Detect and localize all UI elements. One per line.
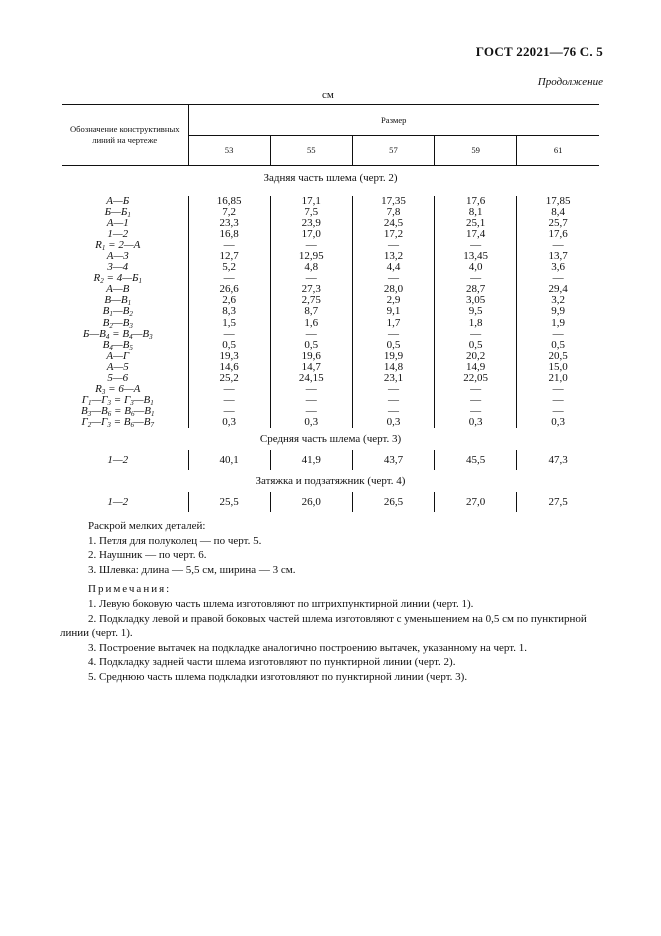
size-value: 1,5 bbox=[188, 318, 270, 329]
size-header: 55 bbox=[270, 136, 352, 166]
cutting-title: Раскрой мелких деталей: bbox=[88, 520, 206, 532]
size-value: — bbox=[270, 240, 352, 251]
cutting-item: 2. Наушник — по черт. 6. bbox=[88, 549, 207, 562]
size-value: — bbox=[435, 395, 517, 406]
size-value: 17,2 bbox=[352, 229, 434, 240]
size-value: 3,6 bbox=[517, 262, 599, 273]
size-value: 14,9 bbox=[435, 362, 517, 373]
size-value: 41,9 bbox=[270, 450, 352, 470]
size-value: 45,5 bbox=[435, 450, 517, 470]
size-value: 17,0 bbox=[270, 229, 352, 240]
size-value: 27,5 bbox=[517, 492, 599, 512]
table-row bbox=[62, 340, 599, 351]
line-designation: А—Г bbox=[106, 349, 130, 362]
line-designation: $Г_1—Г_3$ = $Г_3—В_1$ bbox=[81, 393, 154, 407]
line-designation: $В_1—В_2$ bbox=[102, 305, 133, 319]
size-value: — bbox=[517, 384, 599, 395]
size-value: — bbox=[352, 406, 434, 417]
notes-section bbox=[60, 519, 608, 685]
size-value: 16,85 bbox=[188, 196, 270, 207]
size-value: — bbox=[352, 240, 434, 251]
size-value: 1,9 bbox=[517, 318, 599, 329]
column-header-size: Размер bbox=[188, 105, 599, 136]
size-value: 23,1 bbox=[352, 373, 434, 384]
size-value: 1,6 bbox=[270, 318, 352, 329]
table-row bbox=[62, 273, 599, 284]
column-header-designation: Обозначение конструктивных линий на чертеже bbox=[62, 105, 188, 166]
size-value: 20,2 bbox=[435, 351, 517, 362]
size-value: 23,3 bbox=[188, 218, 270, 229]
size-value: — bbox=[435, 240, 517, 251]
table-row bbox=[62, 251, 599, 262]
table-body bbox=[62, 166, 599, 512]
size-value: 7,2 bbox=[188, 207, 270, 218]
size-value: — bbox=[188, 395, 270, 406]
size-value: — bbox=[270, 273, 352, 284]
size-value: 7,5 bbox=[270, 207, 352, 218]
remark-item: 2. Подкладку левой и правой боковых частей шлема изготовляют с уменьшением на 0,5 см по пунктирной bbox=[88, 612, 587, 625]
size-value: — bbox=[270, 329, 352, 340]
size-value: 19,6 bbox=[270, 351, 352, 362]
size-value: — bbox=[188, 240, 270, 251]
line-designation: $В_4—В_5$ bbox=[102, 338, 133, 352]
size-value: — bbox=[270, 395, 352, 406]
size-value: 20,5 bbox=[517, 351, 599, 362]
size-value: 14,7 bbox=[270, 362, 352, 373]
table-row bbox=[62, 207, 599, 218]
size-value: — bbox=[188, 329, 270, 340]
line-designation: А—1 bbox=[106, 217, 129, 230]
table-row bbox=[62, 318, 599, 329]
size-value: — bbox=[435, 273, 517, 284]
size-value: 3,2 bbox=[517, 295, 599, 306]
section-title-row bbox=[62, 428, 599, 450]
line-designation: $R_3$ = 6—А bbox=[95, 382, 141, 396]
size-value: 0,5 bbox=[188, 340, 270, 351]
size-value: 25,5 bbox=[188, 492, 270, 512]
section-title-row bbox=[62, 470, 599, 492]
size-value: — bbox=[352, 384, 434, 395]
size-value: — bbox=[435, 406, 517, 417]
size-value: 9,9 bbox=[517, 306, 599, 317]
size-value: 12,95 bbox=[270, 251, 352, 262]
size-value: 25,2 bbox=[188, 373, 270, 384]
line-designation: А—Б bbox=[106, 195, 130, 207]
size-value: 28,7 bbox=[435, 284, 517, 295]
line-designation: $R_2$ = $4—Б_1$ bbox=[93, 272, 142, 286]
table-row bbox=[62, 218, 599, 229]
size-value: 8,7 bbox=[270, 306, 352, 317]
size-value: 0,3 bbox=[435, 417, 517, 428]
size-value: 2,75 bbox=[270, 295, 352, 306]
size-value: 2,9 bbox=[352, 295, 434, 306]
line-designation: А—3 bbox=[106, 250, 129, 263]
size-value: 19,9 bbox=[352, 351, 434, 362]
table-row bbox=[62, 196, 599, 207]
section-title-row bbox=[62, 166, 599, 191]
size-value: 17,85 bbox=[517, 196, 599, 207]
size-value: 17,6 bbox=[517, 229, 599, 240]
size-value: — bbox=[352, 395, 434, 406]
size-value: — bbox=[517, 406, 599, 417]
size-value: 8,3 bbox=[188, 306, 270, 317]
size-value: 5,2 bbox=[188, 262, 270, 273]
size-value: 0,5 bbox=[517, 340, 599, 351]
size-value: — bbox=[352, 329, 434, 340]
page-header: ГОСТ 22021—76 С. 5 bbox=[475, 44, 603, 59]
table-row bbox=[62, 417, 599, 428]
table-row bbox=[62, 240, 599, 251]
size-value: 28,0 bbox=[352, 284, 434, 295]
size-value: 13,7 bbox=[517, 251, 599, 262]
size-value: 4,0 bbox=[435, 262, 517, 273]
size-value: — bbox=[352, 273, 434, 284]
remark-item: 3. Построение вытачек на подкладке аналогично построению вытачек, указанному на черт. 1. bbox=[88, 641, 527, 654]
dimensions-table-container bbox=[62, 104, 599, 512]
table-row bbox=[62, 284, 599, 295]
size-value: 27,0 bbox=[435, 492, 517, 512]
size-value: 12,7 bbox=[188, 251, 270, 262]
size-header: 57 bbox=[352, 136, 434, 166]
size-value: 26,5 bbox=[352, 492, 434, 512]
cutting-item: 3. Шлевка: длина — 5,5 см, ширина — 3 см. bbox=[88, 563, 296, 576]
line-designation: $В_2—В_3$ bbox=[102, 316, 133, 330]
size-value: — bbox=[517, 395, 599, 406]
table-row bbox=[62, 450, 599, 470]
size-header: 59 bbox=[435, 136, 517, 166]
size-value: 4,4 bbox=[352, 262, 434, 273]
size-value: 0,5 bbox=[352, 340, 434, 351]
size-value: 19,3 bbox=[188, 351, 270, 362]
line-designation: 1—2 bbox=[107, 495, 129, 508]
size-value: 24,5 bbox=[352, 218, 434, 229]
size-value: 0,3 bbox=[352, 417, 434, 428]
size-value: 47,3 bbox=[517, 450, 599, 470]
line-designation: 5—6 bbox=[107, 371, 129, 384]
size-value: 25,7 bbox=[517, 218, 599, 229]
table-row bbox=[62, 329, 599, 340]
continuation-label: Продолжение bbox=[537, 76, 603, 88]
table-row bbox=[62, 262, 599, 273]
size-header: 61 bbox=[517, 136, 599, 166]
size-value: 27,3 bbox=[270, 284, 352, 295]
size-value: 26,6 bbox=[188, 284, 270, 295]
size-value: — bbox=[517, 273, 599, 284]
remark-item: 1. Левую боковую часть шлема изготовляют по штрихпунктирной линии (черт. 1). bbox=[88, 597, 474, 610]
size-value: 13,45 bbox=[435, 251, 517, 262]
line-designation: 1—2 bbox=[107, 453, 129, 466]
size-value: 0,5 bbox=[270, 340, 352, 351]
size-value: 4,8 bbox=[270, 262, 352, 273]
remark-item: 5. Среднюю часть шлема подкладки изготовляют по пунктирной линии (черт. 3). bbox=[88, 670, 468, 683]
size-value: 14,8 bbox=[352, 362, 434, 373]
size-value: 17,1 bbox=[270, 196, 352, 207]
size-value: 9,1 bbox=[352, 306, 434, 317]
size-value: 15,0 bbox=[517, 362, 599, 373]
size-value: — bbox=[517, 240, 599, 251]
size-value: 2,6 bbox=[188, 295, 270, 306]
size-value: — bbox=[188, 273, 270, 284]
line-designation: $Б—Б_1$ bbox=[104, 206, 131, 220]
size-value: — bbox=[435, 329, 517, 340]
size-value: 24,15 bbox=[270, 373, 352, 384]
size-value: 40,1 bbox=[188, 450, 270, 470]
size-value: 3,05 bbox=[435, 295, 517, 306]
dimensions-table bbox=[62, 104, 599, 512]
table-row bbox=[62, 351, 599, 362]
line-designation: $R_1$ = 2—А bbox=[95, 239, 141, 253]
size-header: 53 bbox=[188, 136, 270, 166]
cutting-item: 1. Петля для полуколец — по черт. 5. bbox=[88, 534, 262, 547]
section-title: Задняя часть шлема (черт. 2) bbox=[263, 172, 398, 184]
table-row bbox=[62, 373, 599, 384]
size-value: 25,1 bbox=[435, 218, 517, 229]
size-value: 43,7 bbox=[352, 450, 434, 470]
remark-item-continuation: линии (черт. 1). bbox=[60, 627, 133, 640]
remark-item: 4. Подкладку задней части шлема изготовляют по пунктирной линии (черт. 2). bbox=[88, 656, 456, 669]
size-value: — bbox=[517, 329, 599, 340]
size-value: 8,4 bbox=[517, 207, 599, 218]
table-row bbox=[62, 295, 599, 306]
size-value: 0,3 bbox=[188, 417, 270, 428]
size-value: 14,6 bbox=[188, 362, 270, 373]
size-value: — bbox=[270, 384, 352, 395]
size-value: 21,0 bbox=[517, 373, 599, 384]
size-value: — bbox=[188, 406, 270, 417]
size-value: 7,8 bbox=[352, 207, 434, 218]
size-value: 17,4 bbox=[435, 229, 517, 240]
size-value: 29,4 bbox=[517, 284, 599, 295]
table-row bbox=[62, 229, 599, 240]
remarks-title: Примечания: bbox=[88, 583, 172, 596]
table-row bbox=[62, 306, 599, 317]
size-value: 1,8 bbox=[435, 318, 517, 329]
section-title: Затяжка и подзатяжник (черт. 4) bbox=[255, 474, 406, 487]
size-value: 1,7 bbox=[352, 318, 434, 329]
size-value: 16,8 bbox=[188, 229, 270, 240]
line-designation: $В—В_1$ bbox=[104, 294, 132, 308]
line-designation: $Б—В_4$ = $В_4—В_3$ bbox=[82, 327, 153, 341]
size-value: 0,5 bbox=[435, 340, 517, 351]
size-value: 26,0 bbox=[270, 492, 352, 512]
size-value: 23,9 bbox=[270, 218, 352, 229]
size-value: 0,3 bbox=[270, 417, 352, 428]
line-designation: А—5 bbox=[106, 360, 129, 373]
size-value: 9,5 bbox=[435, 306, 517, 317]
line-designation: 1—2 bbox=[107, 228, 129, 241]
size-value: — bbox=[435, 384, 517, 395]
size-value: 0,3 bbox=[517, 417, 599, 428]
line-designation: $В_3—В_6$ = $В_6—В_1$ bbox=[81, 404, 155, 418]
table-row bbox=[62, 492, 599, 512]
size-value: 13,2 bbox=[352, 251, 434, 262]
line-designation: $Г_2—Г_3$ = $В_6—В_7$ bbox=[81, 415, 154, 429]
line-designation: 3—4 bbox=[107, 261, 129, 274]
size-value: 22,05 bbox=[435, 373, 517, 384]
table-row bbox=[62, 362, 599, 373]
size-value: 8,1 bbox=[435, 207, 517, 218]
size-value: 17,6 bbox=[435, 196, 517, 207]
section-title: Средняя часть шлема (черт. 3) bbox=[259, 432, 402, 445]
unit-label: см bbox=[322, 89, 334, 101]
size-value: 17,35 bbox=[352, 196, 434, 207]
size-value: — bbox=[270, 406, 352, 417]
size-value: — bbox=[188, 384, 270, 395]
line-designation: А—В bbox=[106, 283, 130, 296]
